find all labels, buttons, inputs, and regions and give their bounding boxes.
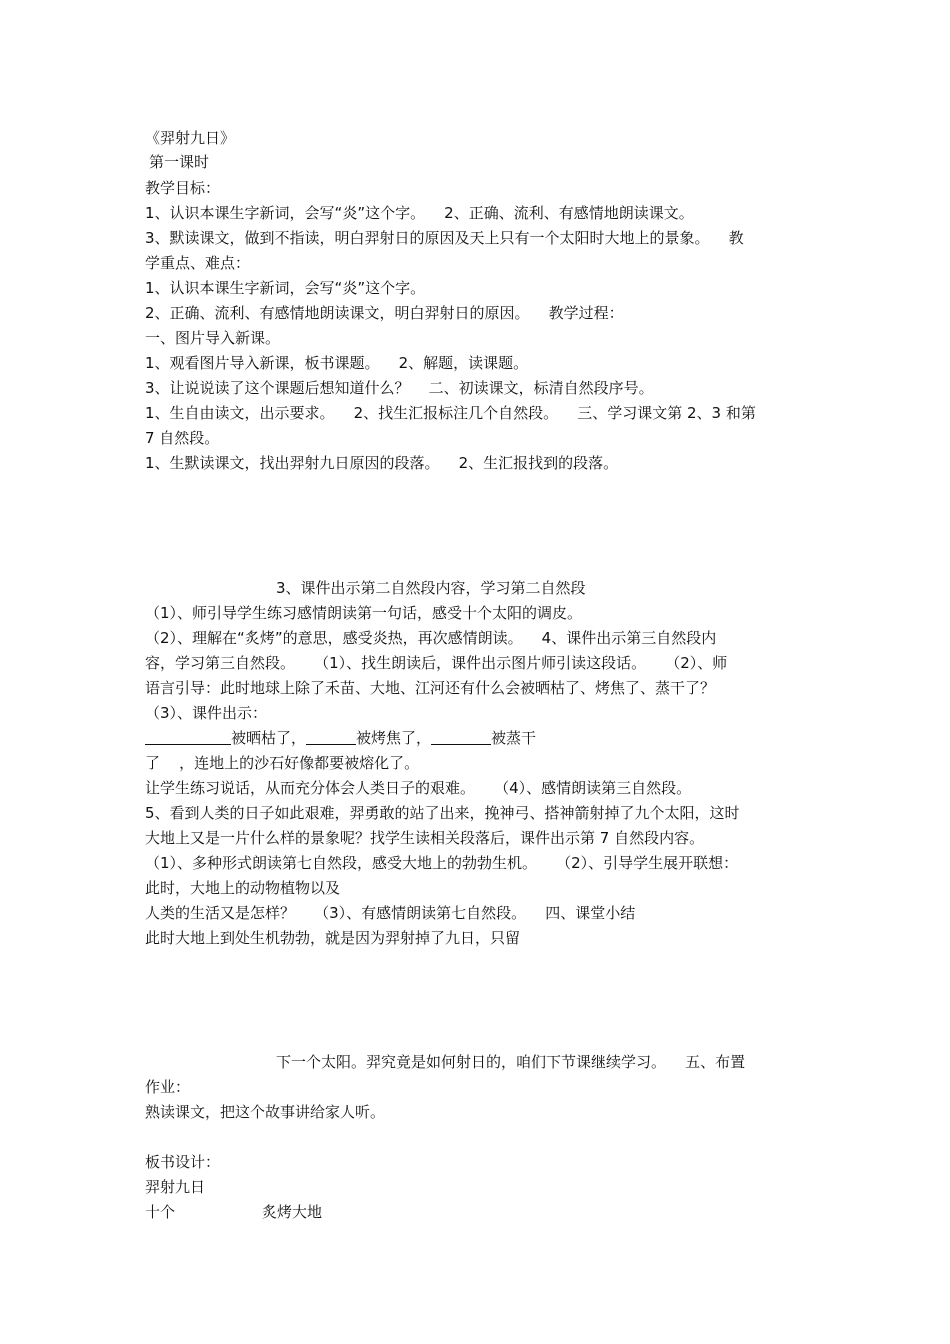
text-line: 熟读课文，把这个故事讲给家人听。 bbox=[145, 1103, 386, 1121]
text-line: 一、图片导入新课。 bbox=[145, 329, 281, 347]
text-line: 1、认识本课生字新词，会写“炎”这个字。 2、正确、流利、有感情地朗读课文。 bbox=[145, 204, 694, 222]
board-heading: 板书设计： bbox=[145, 1153, 221, 1171]
text-line: 了 ，连地上的沙石好像都要被熔化了。 bbox=[145, 754, 420, 772]
text-line: 5、看到人类的日子如此艰难，羿勇敢的站了出来，挽神弓、搭神箭射掉了九个太阳，这时 bbox=[145, 804, 740, 822]
text-line: 此时，大地上的动物植物以及 bbox=[145, 879, 341, 897]
text-line: 1、认识本课生字新词，会写“炎”这个字。 bbox=[145, 279, 426, 297]
lesson-label: 第一课时 bbox=[149, 153, 210, 171]
blank-text-1: 被晒枯了， bbox=[231, 729, 307, 747]
text-line: 2、正确、流利、有感情地朗读课文，明白羿射日的原因。 教学过程： bbox=[145, 304, 624, 322]
blank-2 bbox=[306, 729, 356, 745]
text-line: 人类的生活又是怎样？ （3）、有感情朗读第七自然段。 四、课堂小结 bbox=[145, 904, 636, 922]
text-line: 容，学习第三自然段。 （1）、找生朗读后，课件出示图片师引读这段话。 （2）、师 bbox=[145, 654, 728, 672]
text-line: （2）、理解在“炙烤”的意思，感受炎热，再次感情朗读。 4、课件出示第三自然段内 bbox=[145, 629, 717, 647]
text-line: 学重点、难点： bbox=[145, 254, 251, 272]
text-line-indented: 3、课件出示第二自然段内容，学习第二自然段 bbox=[276, 579, 586, 597]
text-line: （1）、师引导学生练习感情朗读第一句话，感受十个太阳的调皮。 bbox=[145, 604, 583, 622]
blank-text-3: 被蒸干 bbox=[491, 729, 537, 747]
text-line: （1）、多种形式朗读第七自然段，感受大地上的勃勃生机。 （2）、引导学生展开联想： bbox=[145, 854, 739, 872]
text-line: （3）、课件出示： bbox=[145, 704, 268, 722]
blank-1 bbox=[145, 729, 231, 745]
text-line: 大地上又是一片什么样的景象呢？找学生读相关段落后，课件出示第 7 自然段内容。 bbox=[145, 829, 705, 847]
board-left: 十个 bbox=[145, 1203, 176, 1221]
board-right: 炙烤大地 bbox=[262, 1203, 323, 1221]
text-line-indented: 下一个太阳。羿究竟是如何射日的，咱们下节课继续学习。 五、布置 bbox=[276, 1053, 746, 1071]
text-line: 3、默读课文，做到不指读，明白羿射日的原因及天上只有一个太阳时大地上的景象。 教 bbox=[145, 229, 744, 247]
text-line: 作业： bbox=[145, 1078, 191, 1096]
text-line: 1、生默读课文，找出羿射九日原因的段落。 2、生汇报找到的段落。 bbox=[145, 454, 619, 472]
text-line: 3、让说说读了这个课题后想知道什么？ 二、初读课文，标清自然段序号。 bbox=[145, 379, 654, 397]
text-line: 语言引导：此时地球上除了禾苗、大地、江河还有什么会被晒枯了、烤焦了、蒸干了？ bbox=[145, 679, 716, 697]
text-line: 此时大地上到处生机勃勃，就是因为羿射掉了九日，只留 bbox=[145, 929, 521, 947]
text-line: 1、生自由读文，出示要求。 2、找生汇报标注几个自然段。 三、学习课文第 2、3 和第 bbox=[145, 404, 756, 422]
text-line: 教学目标： bbox=[145, 179, 221, 197]
text-line: 7 自然段。 bbox=[145, 429, 220, 447]
text-line: 1、观看图片导入新课，板书课题。 2、解题，读课题。 bbox=[145, 354, 529, 372]
board-title: 羿射九日 bbox=[145, 1178, 206, 1196]
blank-3 bbox=[431, 729, 491, 745]
fill-blank-line bbox=[145, 728, 536, 748]
blank-text-2: 被烤焦了， bbox=[356, 729, 432, 747]
text-line: 让学生练习说话，从而充分体会人类日子的艰难。 （4）、感情朗读第三自然段。 bbox=[145, 779, 692, 797]
doc-title: 《羿射九日》 bbox=[145, 129, 236, 147]
